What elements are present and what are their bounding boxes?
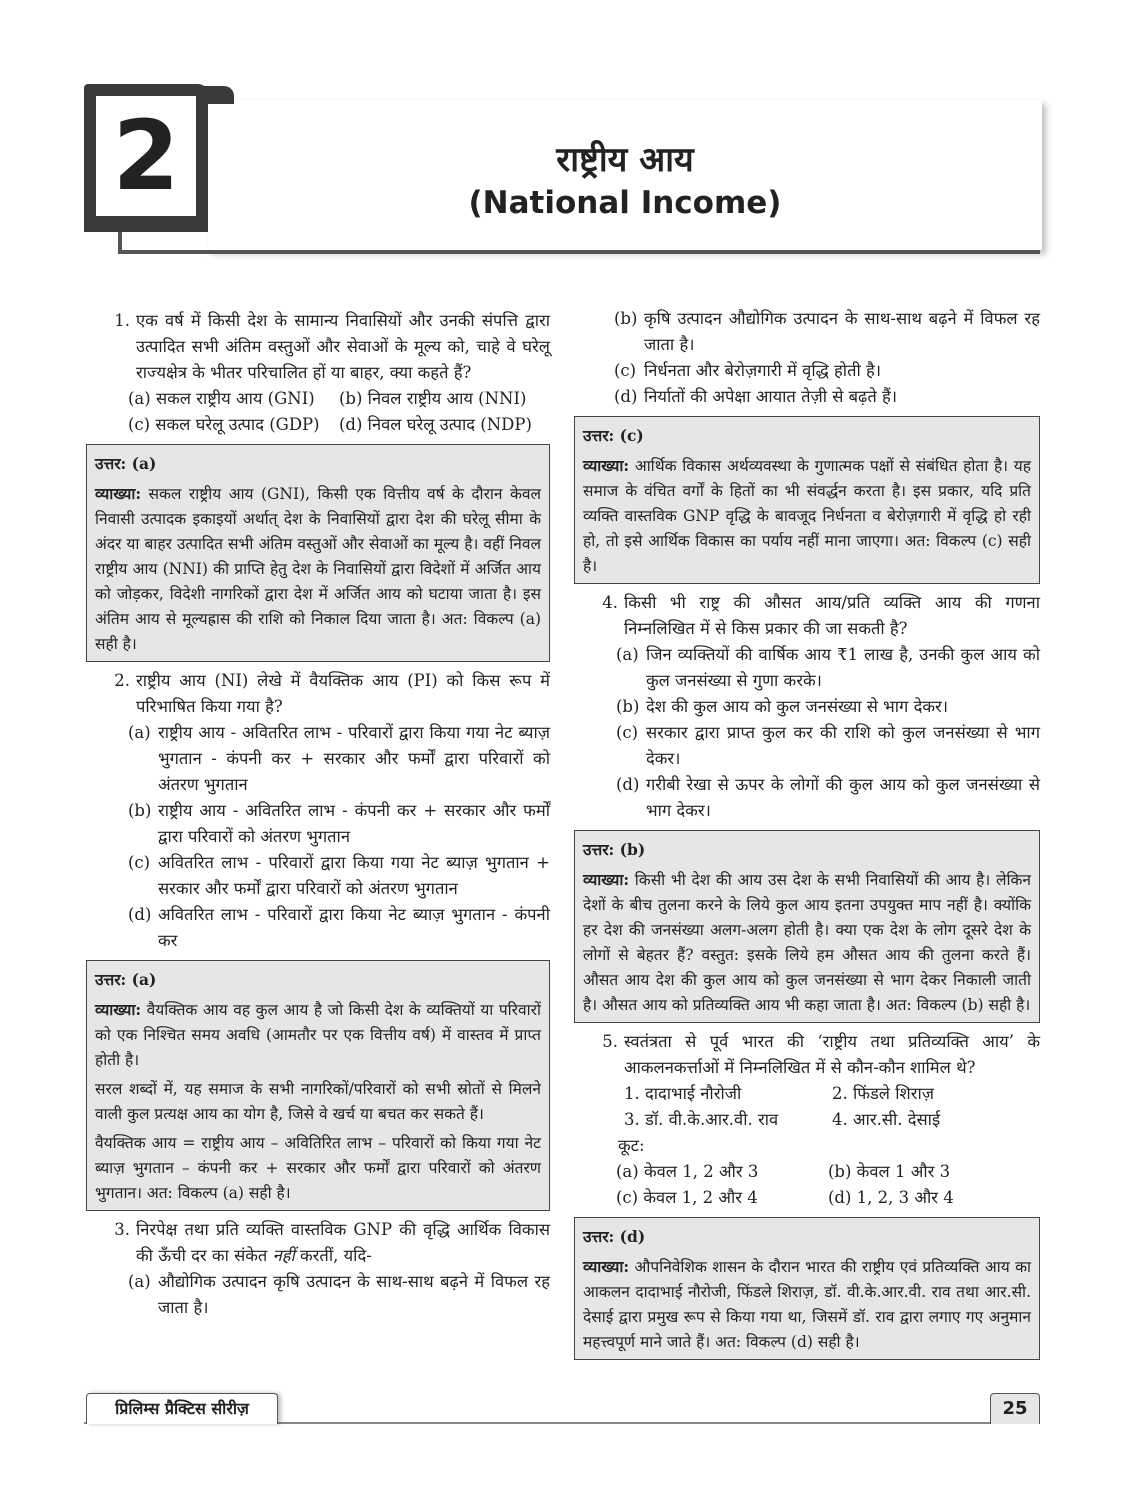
explanation-text: सरल शब्दों में, यह समाज के सभी नागरिकों/परिवारों को सभी स्रोतों से मिलने वाली कुल प्रत्यक्ष आय का योग है, जिसे वे खर्च या बचत कर सकते हैं। [95,1080,541,1123]
option-label: (b) [616,697,640,716]
option-d: (d) 1, 2, 3 और 4 [828,1188,954,1207]
list-item-1: 1. दादाभाई नौरोजी [624,1084,742,1103]
question-1 [86,308,550,438]
option-label: (a) [128,723,151,742]
question-3 [86,1217,550,1321]
answer-label: उत्तर: (a) [95,970,157,989]
chapter-number-box [84,84,208,232]
explanation-text: औपनिवेशिक शासन के दौरान भारत की राष्ट्रीय एवं प्रतिव्यक्ति आय का आकलन दादाभाई नौरोजी, फिंडले शिराज़, डॉ. वी.के.आर.वी. राव तथा आर.सी. देसाई द्वारा प्रमुख रूप से किया गया था, जिसमें डॉ. राव द्वारा लगाए गए अनुमान महत्त्वपूर्ण माने जाते हैं। अत: विकल्प (d) सही है। [583,1258,1031,1351]
option-label: (a) [616,645,639,664]
option-d: गरीबी रेखा से ऊपर के लोगों की कुल आय को कुल जनसंख्या से भाग देकर। [646,775,1040,820]
question-5 [574,1029,1040,1211]
question-stem: स्वतंत्रता से पूर्व भारत की ‘राष्ट्रीय तथा प्रतिव्यक्ति आय’ के आकलनकर्त्ताओं में निम्नलिखित में से कौन-कौन शामिल थे? [624,1032,1040,1077]
option-label: (c) [614,361,637,380]
answer-label: उत्तर: (b) [583,840,646,859]
answer-box-2 [86,960,550,1211]
explanation-text: आर्थिक विकास अर्थव्यवस्था के गुणात्मक पक्षों से संबंधित होता है। यह समाज के वंचित वर्गों के हितों का भी संवर्द्धन करता है। इस प्रकार, यदि प्रति व्यक्ति वास्तविक GNP वृद्धि के बावजूद निर्धनता व बेरोज़गारी में वृद्धि हो रही हो, तो इसे आर्थिक विकास का पर्याय नहीं माना जाएगा। अत: विकल्प (c) सही है। [583,457,1031,575]
option-label: (c) [616,723,639,742]
chapter-title-english: (National Income) [468,185,782,221]
explanation-text: वैयक्तिक आय = राष्ट्रीय आय – अवितिरित लाभ – परिवारों को किया गया नेट ब्याज़ भुगतान – कंपनी कर + सरकार और फर्मों द्वारा परिवारों को अंतरण भुगतान। अत: विकल्प (a) सही है। [95,1134,541,1202]
chapter-title-hindi: राष्ट्रीय आय [556,140,694,180]
list-item-3: 3. डॉ. वी.के.आर.वी. राव [624,1110,779,1129]
option-c: सरकार द्वारा प्राप्त कुल कर की राशि को कुल जनसंख्या से भाग देकर। [646,723,1040,768]
option-a: (a) केवल 1, 2 और 3 [616,1162,759,1181]
list-item-2: 2. फिंडले शिराज़ [832,1084,935,1103]
answer-label: उत्तर: (d) [583,1227,646,1246]
explanation-text: वैयक्तिक आय वह कुल आय है जो किसी देश के व्यक्तियों या परिवारों को एक निश्चित समय अवधि (आमतौर पर एक वित्तीय वर्ष) में वास्तव में प्राप्त होती है। [95,1001,541,1069]
right-column [574,306,1040,1366]
explanation-text: किसी भी देश की आय उस देश के सभी निवासियों की आय है। लेकिन देशों के बीच तुलना करने के लिये कुल आय इतना उपयुक्त माप नहीं है। क्योंकि हर देश की जनसंख्या अलग-अलग होती है। क्या एक देश के लोग दूसरे देश के लोगों से बेहतर हैं? वस्तुत: इसके लिये हम औसत आय की तुलना करते हैं। औसत आय देश की कुल आय को कुल जनसंख्या से भाग देकर निकाली जाती है। औसत आय को प्रतिव्यक्ति आय भी कहा जाता है। अत: विकल्प (b) सही है। [583,871,1031,1014]
option-b: कृषि उत्पादन औद्योगिक उत्पादन के साथ-साथ बढ़ने में विफल रह जाता है। [644,309,1040,354]
option-d: (d) निवल घरेलू उत्पाद (NDP) [339,415,532,434]
option-a: (a) सकल राष्ट्रीय आय (GNI) [128,389,315,408]
explanation-label: व्याख्या: [583,1257,630,1276]
question-4 [574,590,1040,824]
page-number: 25 [990,1393,1040,1424]
question-stem: राष्ट्रीय आय (NI) लेखे में वैयक्तिक आय (PI) को किस रूप में परिभाषित किया गया है? [136,671,550,716]
option-a: राष्ट्रीय आय - अवितरित लाभ - परिवारों द्वारा किया गया नेट ब्याज़ भुगतान - कंपनी कर + सरकार और फर्मों द्वारा परिवारों को अंतरण भुगतान [158,723,550,794]
option-b: देश की कुल आय को कुल जनसंख्या से भाग देकर। [646,697,949,716]
chapter-number: 2 [96,96,196,216]
explanation-label: व्याख्या: [583,456,630,475]
question-number: 2. [114,671,130,690]
question-number: 1. [114,311,130,330]
option-a: औद्योगिक उत्पादन कृषि उत्पादन के साथ-साथ बढ़ने में विफल रह जाता है। [158,1272,550,1317]
option-d: अवितरित लाभ - परिवारों द्वारा किया नेट ब्याज़ भुगतान - कंपनी कर [158,905,550,950]
option-b: (b) निवल राष्ट्रीय आय (NNI) [339,389,527,408]
emphasis-word: नहीं [272,1246,295,1265]
option-label: (d) [128,905,152,924]
option-c: अवितरित लाभ - परिवारों द्वारा किया गया नेट ब्याज़ भुगतान + सरकार और फर्मों द्वारा परिवारों को अंतरण भुगतान [158,853,550,898]
left-column [86,308,550,1321]
series-name: प्रिलिम्स प्रैक्टिस सीरीज़ [86,1393,278,1424]
answer-box-1 [86,444,550,662]
title-rule [118,250,1040,254]
code-label: कूट: [618,1136,645,1155]
option-label: (c) [128,853,151,872]
option-b: (b) केवल 1 और 3 [828,1162,951,1181]
option-label: (b) [614,309,638,328]
option-label: (d) [614,387,638,406]
option-a: जिन व्यक्तियों की वार्षिक आय ₹1 लाख है, उनकी कुल आय को कुल जनसंख्या से गुणा करके। [646,645,1040,690]
explanation-text: सकल राष्ट्रीय आय (GNI), किसी एक वित्तीय वर्ष के दौरान केवल निवासी उत्पादक इकाइयों अर्थात् देश के निवासियों द्वारा देश की घरेलू सीमा के अंदर या बाहर उत्पादित सभी अंतिम वस्तुओं और सेवाओं का मूल्य है। वहीं निवल राष्ट्रीय आय (NNI) की प्राप्ति हेतु देश के निवासियों द्वारा विदेशों में अर्जित आय को जोड़कर, विदेशी नागरिकों द्वारा देश में अर्जित आय को घटाया जाता है। इस अंतिम आय से मूल्यह्रास की राशि को निकाल दिया जाता है। अत: विकल्प (a) सही है। [95,485,541,653]
question-number: 3. [114,1220,130,1239]
answer-label: उत्तर: (a) [95,454,157,473]
question-stem: किसी भी राष्ट्र की औसत आय/प्रति व्यक्ति आय की गणना निम्नलिखित में से किस प्रकार की जा सकती है? [624,593,1040,638]
question-stem: निरपेक्ष तथा प्रति व्यक्ति वास्तविक GNP की वृद्धि आर्थिक विकास की ऊँची दर का संकेत नहीं करतीं, यदि- [136,1220,550,1265]
option-d: निर्यातों की अपेक्षा आयात तेज़ी से बढ़ते हैं। [644,387,898,406]
option-label: (d) [616,775,640,794]
question-number: 5. [602,1032,618,1051]
explanation-label: व्याख्या: [583,870,630,889]
option-label: (b) [128,801,152,820]
list-item-4: 4. आर.सी. देसाई [832,1110,941,1129]
answer-box-5 [574,1217,1040,1360]
explanation-label: व्याख्या: [95,484,142,503]
question-3-continued [574,306,1040,410]
answer-label: उत्तर: (c) [583,426,644,445]
option-label: (a) [128,1272,151,1291]
question-number: 4. [602,593,618,612]
answer-box-4 [574,830,1040,1023]
question-2 [86,668,550,954]
option-c: (c) केवल 1, 2 और 4 [616,1188,758,1207]
option-c: (c) सकल घरेलू उत्पाद (GDP) [128,415,320,434]
option-b: राष्ट्रीय आय - अवितरित लाभ - कंपनी कर + सरकार और फर्मों द्वारा परिवारों को अंतरण भुगतान [158,801,550,846]
explanation-label: व्याख्या: [95,1000,142,1019]
question-stem: एक वर्ष में किसी देश के सामान्य निवासियों और उनकी संपत्ति द्वारा उत्पादित सभी अंतिम वस्तुओं और सेवाओं के मूल्य को, चाहे वे घरेलू राज्यक्षेत्र के भीतर परिचालित हों या बाहर, क्या कहते हैं? [136,311,550,382]
option-c: निर्धनता और बेरोज़गारी में वृद्धि होती है। [644,361,882,380]
answer-box-3 [574,416,1040,584]
